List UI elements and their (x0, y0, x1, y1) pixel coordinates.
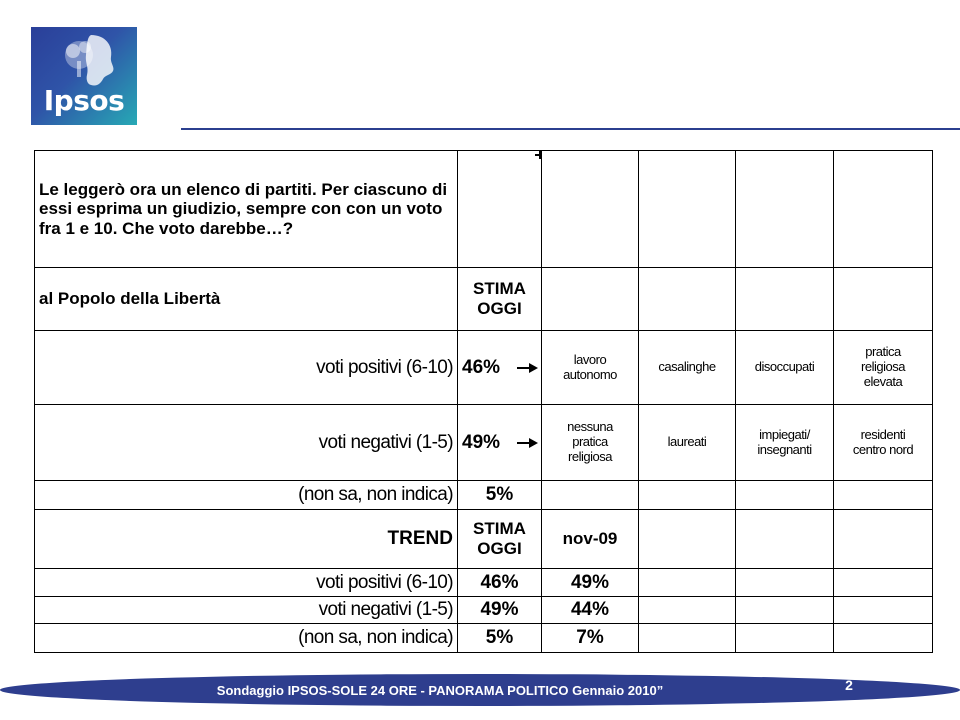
group-line: religiosa (568, 448, 612, 464)
empty-cell (542, 151, 639, 268)
row-label: (non sa, non indica) (35, 624, 458, 653)
question-line: fra 1 e 10. Che voto darebbe…? (39, 218, 294, 238)
empty-cell (542, 268, 639, 331)
empty-cell (736, 510, 834, 569)
empty-cell (639, 597, 736, 624)
footer-text: Sondaggio IPSOS-SOLE 24 ORE - PANORAMA POLITICO Gennaio 2010” (216, 683, 664, 698)
estimate-header (458, 268, 542, 331)
estimate-header-line: STIMA (473, 519, 526, 539)
group-line: laureati (667, 434, 707, 450)
group-cell (736, 405, 834, 481)
estimate-header (458, 510, 542, 569)
empty-cell (736, 569, 834, 597)
row-label: voti negativi (1-5) (35, 597, 458, 624)
empty-cell (834, 624, 933, 653)
table-row (35, 624, 933, 653)
group-line: disoccupati (754, 359, 815, 375)
trend-label: TREND (35, 510, 458, 569)
empty-cell (834, 510, 933, 569)
question-row (35, 151, 933, 268)
group-line: autonomo (563, 366, 617, 382)
group-line: centro nord (852, 441, 914, 457)
page-number: 2 (845, 677, 853, 693)
group-line: nessuna (567, 419, 613, 435)
empty-cell (834, 569, 933, 597)
empty-cell (834, 597, 933, 624)
percent-value: 49% (542, 569, 639, 597)
group-line: pratica (865, 344, 901, 360)
arrow-icon (535, 151, 542, 159)
group-line: impiegati/ (759, 426, 810, 442)
question-line: essi esprima un giudizio, sempre con con un voto (39, 199, 443, 219)
group-line: elevata (863, 373, 903, 389)
empty-cell (834, 481, 933, 510)
row-label: voti positivi (6-10) (35, 569, 458, 597)
table-row (35, 481, 933, 510)
group-cell (736, 331, 834, 405)
percent-value: 7% (542, 624, 639, 653)
percent-value: 46% (458, 569, 542, 597)
group-line: casalinghe (658, 359, 716, 375)
empty-cell (542, 481, 639, 510)
arrow-icon (517, 361, 539, 375)
group-cell (639, 405, 736, 481)
question-line: Le leggerò ora un elenco di partiti. Per ciascuno di (39, 179, 448, 199)
table-row (35, 405, 933, 481)
percent-value (458, 331, 542, 405)
table-row (35, 597, 933, 624)
percent-text: 49% (462, 431, 501, 453)
empty-cell (736, 151, 834, 268)
estimate-header-line: OGGI (477, 539, 522, 558)
trend-header-row (35, 510, 933, 569)
empty-cell (639, 569, 736, 597)
header-rule (181, 128, 960, 130)
group-line: lavoro (573, 351, 607, 367)
empty-cell (834, 268, 933, 331)
percent-value: 5% (458, 481, 542, 510)
percent-value: 5% (458, 624, 542, 653)
empty-cell (639, 624, 736, 653)
group-line: religiosa (861, 359, 905, 375)
group-line: pratica (572, 434, 608, 450)
empty-cell (736, 624, 834, 653)
row-label: voti negativi (1-5) (35, 405, 458, 481)
empty-cell (736, 481, 834, 510)
question-cell (35, 151, 458, 268)
empty-cell (834, 151, 933, 268)
percent-value: 44% (542, 597, 639, 624)
estimate-header-line: OGGI (477, 299, 522, 318)
party-name: al Popolo della Libertà (35, 268, 458, 331)
table-row (35, 569, 933, 597)
empty-cell (639, 481, 736, 510)
empty-cell (736, 597, 834, 624)
party-row (35, 268, 933, 331)
empty-cell (639, 268, 736, 331)
trend-column-header: nov-09 (542, 510, 639, 569)
group-line: insegnanti (757, 441, 812, 457)
empty-cell (736, 268, 834, 331)
group-cell (834, 331, 933, 405)
row-label: voti positivi (6-10) (35, 331, 458, 405)
logo-text: Ipsos (43, 84, 125, 117)
group-cell (639, 331, 736, 405)
percent-value: 49% (458, 597, 542, 624)
group-line: residenti (860, 426, 906, 442)
group-cell (542, 405, 639, 481)
estimate-header-line: STIMA (473, 279, 526, 299)
empty-cell (639, 510, 736, 569)
percent-text: 46% (462, 356, 501, 378)
group-cell (542, 331, 639, 405)
table-row (35, 331, 933, 405)
arrow-icon (517, 436, 539, 450)
group-cell (834, 405, 933, 481)
percent-value (458, 405, 542, 481)
row-label: (non sa, non indica) (35, 481, 458, 510)
ipsos-logo (31, 27, 137, 125)
survey-table (34, 150, 933, 653)
empty-cell (639, 151, 736, 268)
empty-cell (458, 151, 542, 268)
